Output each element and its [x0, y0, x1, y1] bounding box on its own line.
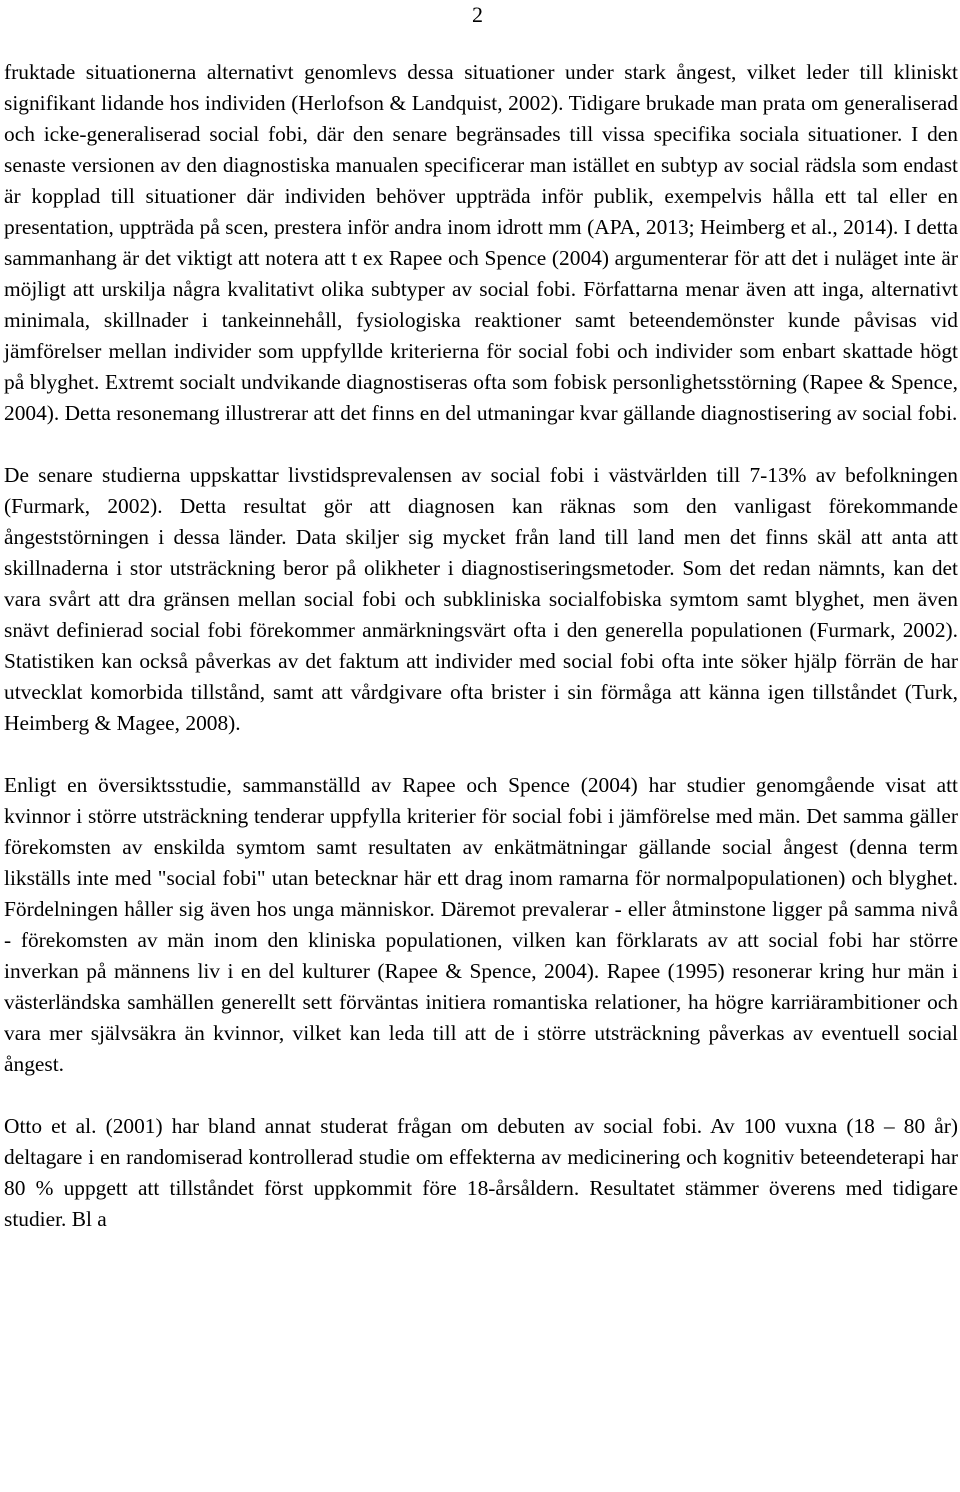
document-body: [4, 57, 958, 1235]
paragraph-gender-differences: Enligt en översiktsstudie, sammanställd av Rapee och Spence (2004) har studier genomgående visat att kvinnor i större utsträckning tenderar uppfylla kriterier för social fobi i jämförelse med män. Det samma gäller förekomsten av enskilda symtom samt resultaten av enkätmätningar gällande social ångest (denna term likställs inte med "social fobi" utan betecknar här ett drag inom ramarna för normalpopulationen) och blyghet. Fördelningen håller sig även hos unga människor. Däremot prevalerar - eller åtminstone ligger på samma nivå - förekomsten av män inom den kliniska populationen, vilken kan förklarats av att social fobi har större inverkan på männens liv i en del kulturer (Rapee & Spence, 2004). Rapee (1995) resonerar kring hur män i västerländska samhällen generellt sett förväntas initiera romantiska relationer, ha högre karriärambitioner och vara mer självsäkra än kvinnor, vilket kan leda till att de i större utsträckning påverkas av eventuell social ångest.: [4, 773, 958, 1076]
paragraph-diagnosis-subtypes: fruktade situationerna alternativt genomlevs dessa situationer under stark ångest, vilket leder till kliniskt signifikant lidande hos individen (Herlofson & Landquist, 2002). Tidigare brukade man prata om generaliserad och icke-generaliserad social fobi, där den senare begränsades till vissa specifika sociala situationer. I den senaste versionen av den diagnostiska manualen specificerar man istället en subtyp av social rädsla som endast är kopplad till situationer där individen behöver uppträda inför publik, exempelvis hålla ett tal eller en presentation, uppträda på scen, prestera inför andra inom idrott mm (APA, 2013; Heimberg et al., 2014). I detta sammanhang är det viktigt att notera att t ex Rapee och Spence (2004) argumenterar för att det i nuläget inte är möjligt att urskilja några kvalitativt olika subtyper av social fobi. Författarna menar även att inga, alternativt minimala, skillnader i tankeinnehåll, fysiologiska reaktioner samt beteendemönster kunde påvisas vid jämförelser mellan individer som uppfyllde kriterierna för social fobi och individer som enbart skattade högt på blyghet. Extremt socialt undvikande diagnostiseras ofta som fobisk personlighetsstörning (Rapee & Spence, 2004). Detta resonemang illustrerar att det finns en del utmaningar kvar gällande diagnostisering av social fobi.: [4, 60, 958, 425]
paragraph-prevalence: De senare studierna uppskattar livstidsprevalensen av social fobi i västvärlden till 7-13% av befolkningen (Furmark, 2002). Detta resultat gör att diagnosen kan räknas som den vanligast förekommande ångeststörningen i dessa länder. Data skiljer sig mycket från land till land men det finns skäl att anta att skillnaderna i stor utsträckning beror på olikheter i diagnostiseringsmetoder. Som det redan nämnts, kan det vara svårt att dra gränsen mellan social fobi och subkliniska socialfobiska symtom samt blyghet, men även snävt definierad social fobi förekommer anmärkningsvärt ofta i den generella populationen (Furmark, 2002). Statistiken kan också påverkas av det faktum att individer med social fobi ofta inte söker hjälp förrän de har utvecklat komorbida tillstånd, samt att vårdgivare ofta brister i sin förmåga att känna igen tillståndet (Turk, Heimberg & Magee, 2008).: [4, 463, 958, 735]
page-number: 2: [472, 2, 483, 27]
paragraph-onset: Otto et al. (2001) har bland annat studerat frågan om debuten av social fobi. Av 100 vuxna (18 – 80 år) deltagare i en randomiserad kontrollerad studie om effekterna av medicinering och kognitiv beteendeterapi har 80 % uppgett att tillståndet först uppkommit före 18-årsåldern. Resultatet stämmer överens med tidigare studier. Bl a: [4, 1114, 958, 1231]
